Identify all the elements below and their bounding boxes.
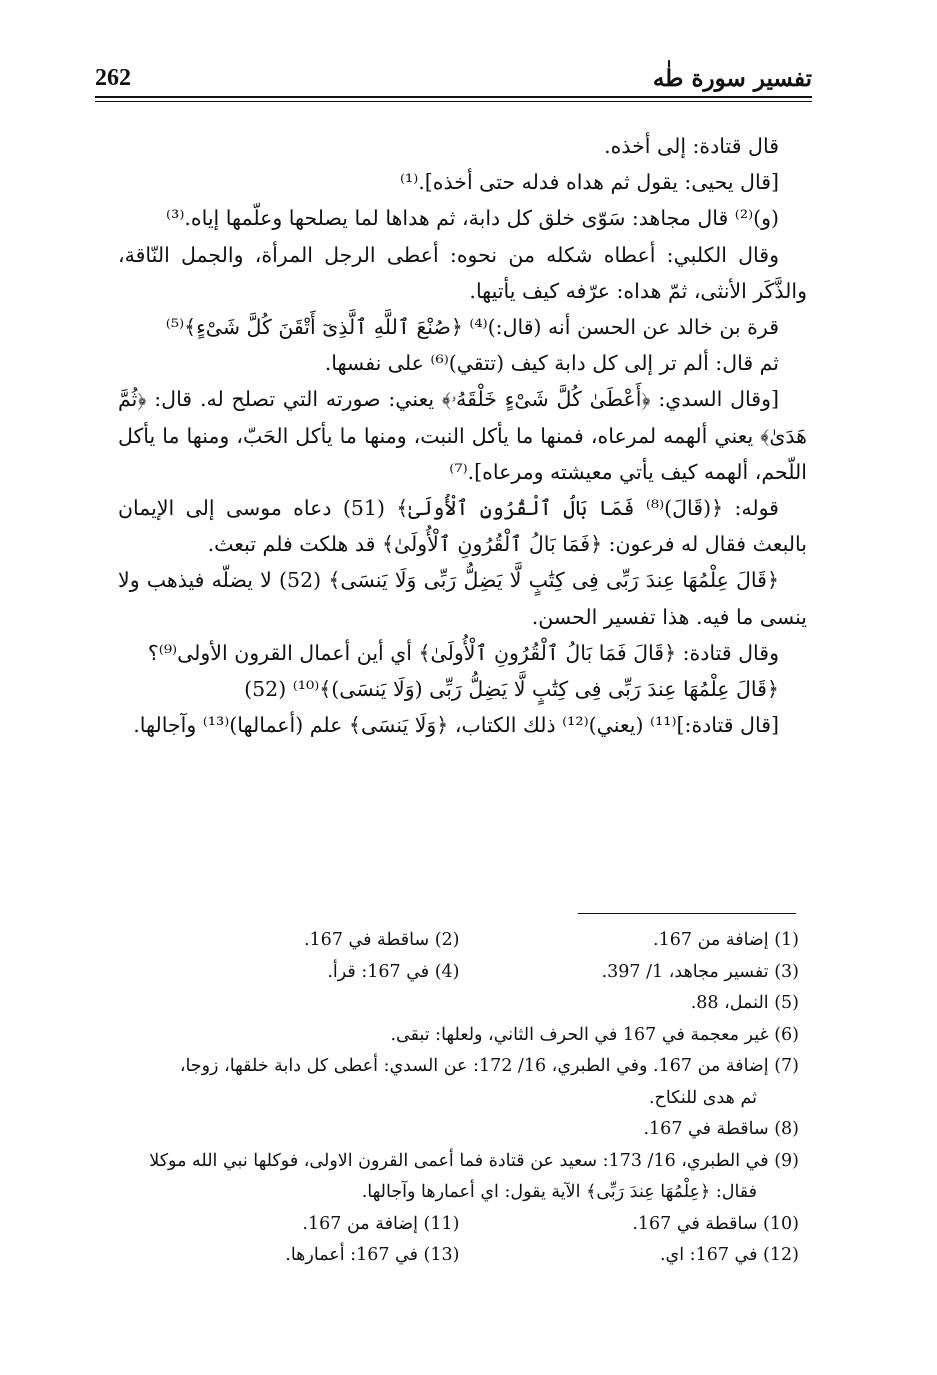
paragraph: قال قتادة: إلى أخذه. [604, 134, 779, 158]
footnote: (2) ساقطة في 167. [303, 930, 460, 950]
footnote-separator [578, 913, 796, 914]
page-header [95, 52, 812, 92]
paragraph: ﴿قَالَ عِلْمُهَا عِندَ رَبِّى فِى كِتَٰبٍ لَّا يَضِلُّ رَبِّى وَلَا يَنسَى﴾ (52) لا يضلّه فيذهب ولا ينسى ما فيه. هذا تفسير الحسن. [118, 568, 807, 629]
page-number: 262 [95, 65, 131, 91]
paragraph: وقال قتادة: ﴿قَالَ فَمَا بَالُ ٱلْقُرُونِ ٱلْأُولَىٰ﴾ أي أين أعمال القرون الأولى⁽⁹⁾؟ [147, 640, 779, 665]
running-title: تفسير سورة طٰه [652, 65, 812, 92]
header-rule-thick [95, 96, 812, 98]
footnote: (13) في 167: أعمارها. [285, 1245, 460, 1265]
paragraph: (و)⁽²⁾ قال مجاهد: سَوّى خلق كل دابة، ثم هداها لما يصلحها وعلّمها إياه.⁽³⁾ [166, 206, 779, 231]
footnote-continuation: ثم هدى للنكاح. [648, 1087, 757, 1108]
header-rule-thin [95, 101, 812, 102]
footnote: (9) في الطبري، 16/ 173: سعيد عن قتادة فما أعمى القرون الاولى، فوكلها نبي الله موكلا [149, 1150, 799, 1171]
paragraph: ثم قال: ألم تر إلى كل دابة كيف (تتقي)⁽⁶⁾ على نفسها. [324, 351, 779, 376]
footnote-continuation: فقال: ﴿عِلْمُهَا عِندَ رَبِّى﴾ الآية يقول: اي أعمارها وآجالها. [361, 1182, 757, 1202]
footnote: (7) إضافة من 167. وفي الطبري، 16/ 172: عن السدي: أعطى كل دابة خلقها، زوجا، [179, 1056, 799, 1076]
paragraph: وقال الكلبي: أعطاه شكله من نحوه: أعطى الرجل المرأة، والجمل النّاقة، والذَّكَر الأنثى، ثمّ هداه: عرّفه كيف يأتيها. [118, 242, 807, 303]
footnote: (12) في 167: اي. [659, 1245, 799, 1265]
footnote: (10) ساقطة في 167. [632, 1213, 799, 1234]
paragraph: [قال يحيى: يقول ثم هداه فدله حتى أخذه].⁽¹⁾ [399, 170, 779, 195]
paragraph: قرة بن خالد عن الحسن أنه (قال:)⁽⁴⁾ ﴿صُنْعَ ٱللَّهِ ٱلَّذِىٓ أَتْقَنَ كُلَّ شَىْءٍ﴾⁽⁵⁾ [165, 315, 779, 340]
footnote: (4) في 167: قرأ. [327, 961, 460, 982]
footnotes [120, 925, 799, 1272]
footnote: (5) النمل، 88. [690, 993, 799, 1013]
main-text [118, 128, 807, 743]
footnote: (6) غير معجمة في 167 في الحرف الثاني، ولعلها: تبقى. [390, 1024, 799, 1045]
paragraph: [وقال السدي: ﴿أَعْطَىٰ كُلَّ شَىْءٍ خَلْقَهُۥ﴾ يعني: صورته التي تصلح له. قال: ﴿ثُمَّ هَدَىٰ﴾ يعني ألهمه لمرعاه، فمنها ما يأكل النبت، ومنها ما يأكل الحَبّ، ومنها ما يأكل اللّحم، ألهمه كيف يأتي معيشته ومرعاه].⁽⁷⁾ [118, 387, 807, 484]
paragraph: [قال قتادة:]⁽¹¹⁾ (يعني)⁽¹²⁾ ذلك الكتاب، ﴿وَلَا يَنسَى﴾ علم (أعمالها)⁽¹³⁾ وآجالها. [133, 713, 779, 738]
footnote: (3) تفسير مجاهد، 1/ 397. [601, 961, 799, 982]
footnote: (8) ساقطة في 167. [643, 1119, 799, 1139]
paragraph: قوله: ﴿(قَالَ)⁽⁸⁾ فَمَا بَالُ ٱلْقُرُونِ ٱلْأُولَىٰ﴾ (51) دعاه موسى إلى الإيمان بالبعث فقال له فرعون: ﴿فَمَا بَالُ ٱلْقُرُونِ ٱلْأُولَىٰ﴾ قد هلكت فلم تبعث. [118, 496, 807, 557]
paragraph: ﴿قَالَ عِلْمُهَا عِندَ رَبِّى فِى كِتَٰبٍ لَّا يَضِلُّ رَبِّى (وَلَا يَنسَى)﴾⁽¹⁰⁾ (52) [244, 677, 779, 702]
footnote: (1) إضافة من 167. [653, 930, 799, 950]
footnote: (11) إضافة من 167. [302, 1213, 460, 1234]
